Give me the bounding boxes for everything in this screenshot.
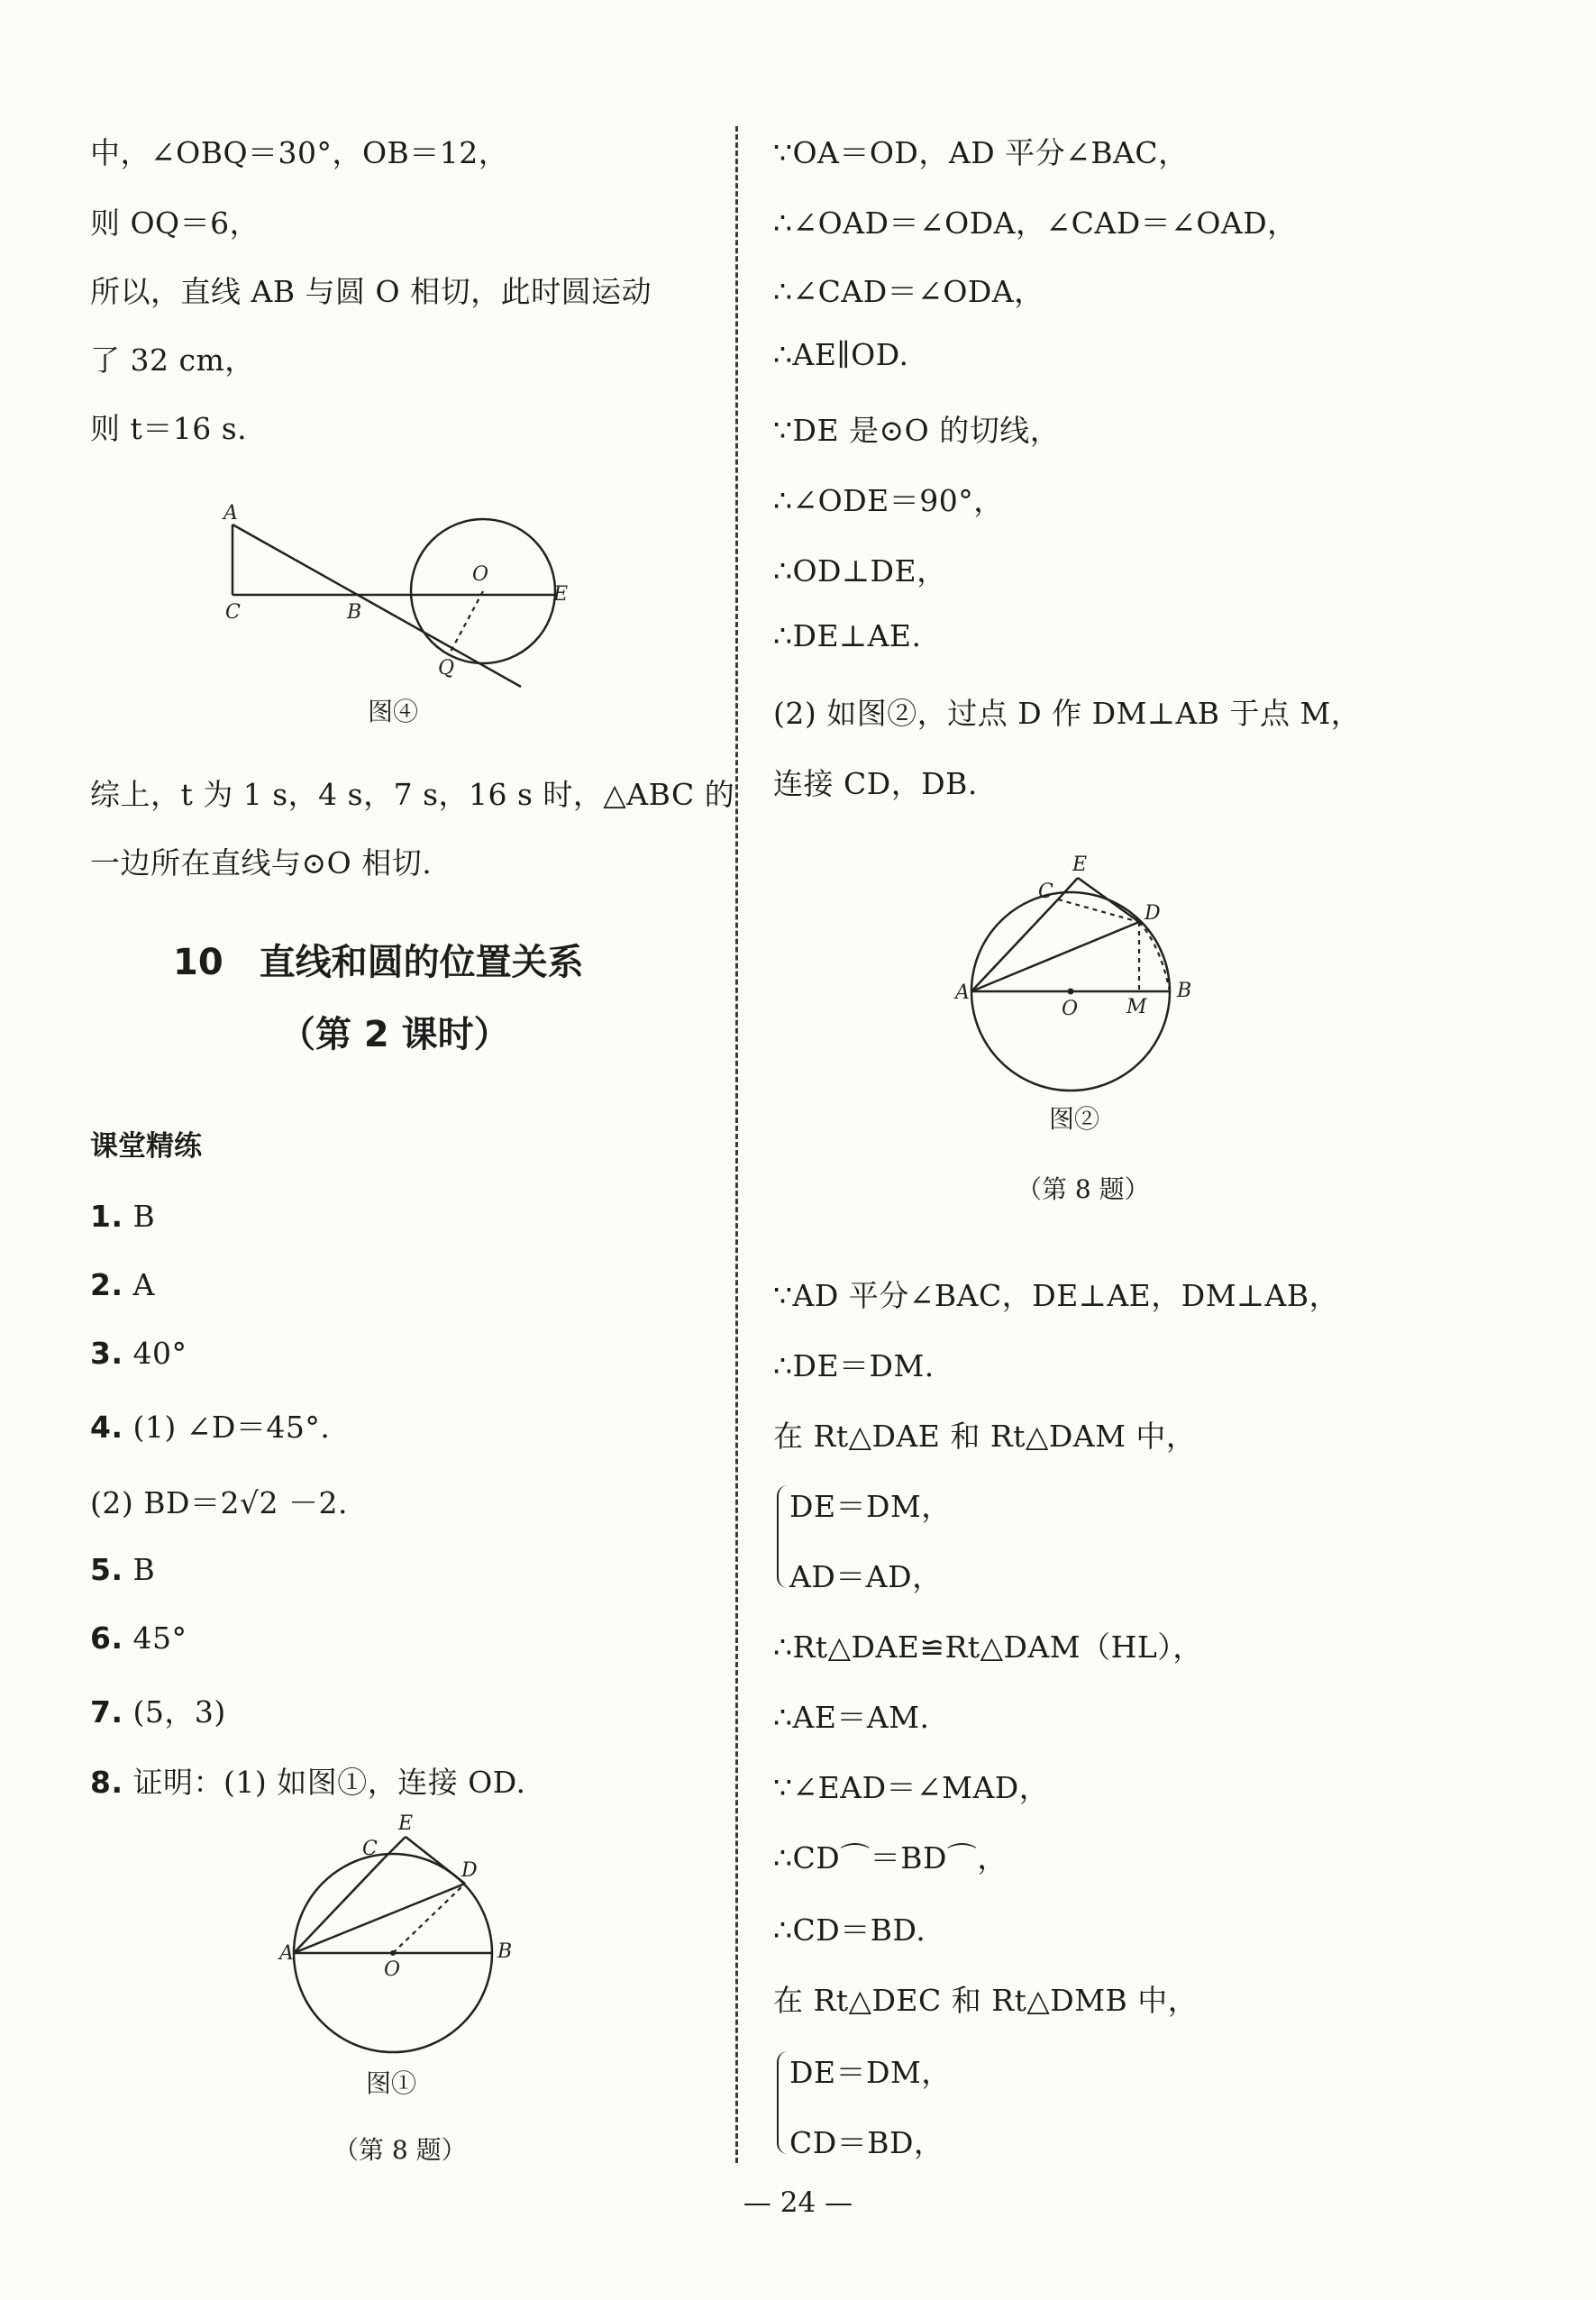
label-B: B [497, 1940, 513, 1963]
figure-1 [270, 1803, 541, 2064]
label-O: O [472, 563, 489, 586]
text-line: (2) 如图②，过点 D 作 DM⊥AB 于点 M， [773, 696, 1362, 731]
answer-item: (2) BD＝2√2 －2. [90, 1485, 348, 1520]
text-line: ∵∠EAD＝∠MAD， [773, 1770, 1050, 1805]
text-line: ∴OD⊥DE， [773, 553, 947, 589]
column-divider [735, 126, 738, 2163]
answer-item: 5. B [90, 1552, 156, 1587]
text-line: DE＝DM， [789, 1489, 952, 1524]
text-line: 中，∠OBQ＝30°，OB＝12， [90, 135, 509, 170]
label-E: E [398, 1812, 414, 1835]
label-C: C [362, 1838, 378, 1860]
text-line: ∴∠ODE＝90°， [773, 483, 1004, 518]
answer-item: 1. B [90, 1199, 156, 1234]
label-M: M [1126, 996, 1147, 1018]
label-B: B [1177, 980, 1192, 1002]
answer-item: 2. A [90, 1267, 155, 1302]
text-line: ∴AE＝AM. [773, 1700, 930, 1735]
text-line: ∵AD 平分∠BAC，DE⊥AE，DM⊥AB， [773, 1278, 1340, 1313]
answer-item: 6. 45° [90, 1620, 187, 1656]
practice-heading: 课堂精练 [90, 1130, 202, 1163]
label-E: E [553, 583, 568, 606]
text-line: CD＝BD， [789, 2125, 944, 2160]
answer-item: 3. 40° [90, 1336, 187, 1371]
text-line: AD＝AD， [789, 1559, 943, 1594]
figure-caption: 图② [1049, 1104, 1100, 1134]
text-line: DE＝DM， [789, 2055, 952, 2090]
section-subtitle: （第 2 课时） [279, 1014, 510, 1055]
label-B: B [347, 601, 362, 624]
text-line: 则 OQ＝6， [90, 205, 260, 241]
text-line: 了 32 cm， [90, 342, 255, 378]
text-line: ∴AE∥OD. [773, 337, 909, 372]
text-line: 在 Rt△DAE 和 Rt△DAM 中， [773, 1419, 1197, 1454]
text-line: ∵DE 是⊙O 的切线， [773, 413, 1061, 448]
figure-caption: 图④ [368, 697, 419, 726]
page-number: — 24 — [743, 2186, 853, 2219]
text-line: 综上，t 为 1 s，4 s，7 s，16 s 时，△ABC 的 [90, 777, 735, 812]
label-C: C [1038, 881, 1053, 903]
label-A: A [223, 502, 238, 525]
answer-item: 7. (5，3) [90, 1694, 226, 1730]
text-line: 则 t＝16 s. [90, 411, 248, 446]
label-Q: Q [438, 657, 455, 680]
text-line: ∴∠OAD＝∠ODA，∠CAD＝∠OAD， [773, 205, 1298, 241]
text-line: ∴∠CAD＝∠ODA， [773, 274, 1044, 309]
label-D: D [1145, 902, 1161, 925]
text-line: ∴CD＝BD. [773, 1912, 926, 1948]
figure-4 [207, 487, 568, 694]
figure-note: （第 8 题） [1017, 1174, 1150, 1204]
text-line: ∴Rt△DAE≌Rt△DAM（HL）， [773, 1629, 1203, 1665]
label-O: O [1062, 998, 1079, 1020]
text-line: 连接 CD，DB. [773, 766, 978, 801]
answer-item: 8. 证明：(1) 如图①，连接 OD. [90, 1765, 526, 1800]
label-A: A [955, 981, 970, 1004]
section-title: 10 直线和圆的位置关系 [173, 942, 584, 983]
text-line: 在 Rt△DEC 和 Rt△DMB 中， [773, 1983, 1199, 2018]
text-line: 所以，直线 AB 与圆 O 相切，此时圆运动 [90, 274, 652, 309]
text-line: ∴DE⊥AE. [773, 618, 922, 653]
label-O: O [384, 1958, 401, 1981]
label-D: D [461, 1859, 478, 1882]
figure-caption: 图① [366, 2068, 417, 2098]
text-line: ∴DE＝DM. [773, 1348, 935, 1383]
figure-note: （第 8 题） [333, 2135, 467, 2165]
label-C: C [225, 601, 241, 624]
answer-item: 4. (1) ∠D＝45°. [90, 1410, 331, 1445]
label-A: A [279, 1942, 294, 1965]
text-line: ∵OA＝OD，AD 平分∠BAC， [773, 135, 1189, 170]
text-line: 一边所在直线与⊙O 相切. [90, 845, 433, 881]
figure-2 [946, 838, 1217, 1100]
text-line: ∴CD⌒＝BD⌒， [773, 1840, 1008, 1876]
label-E: E [1072, 853, 1088, 876]
